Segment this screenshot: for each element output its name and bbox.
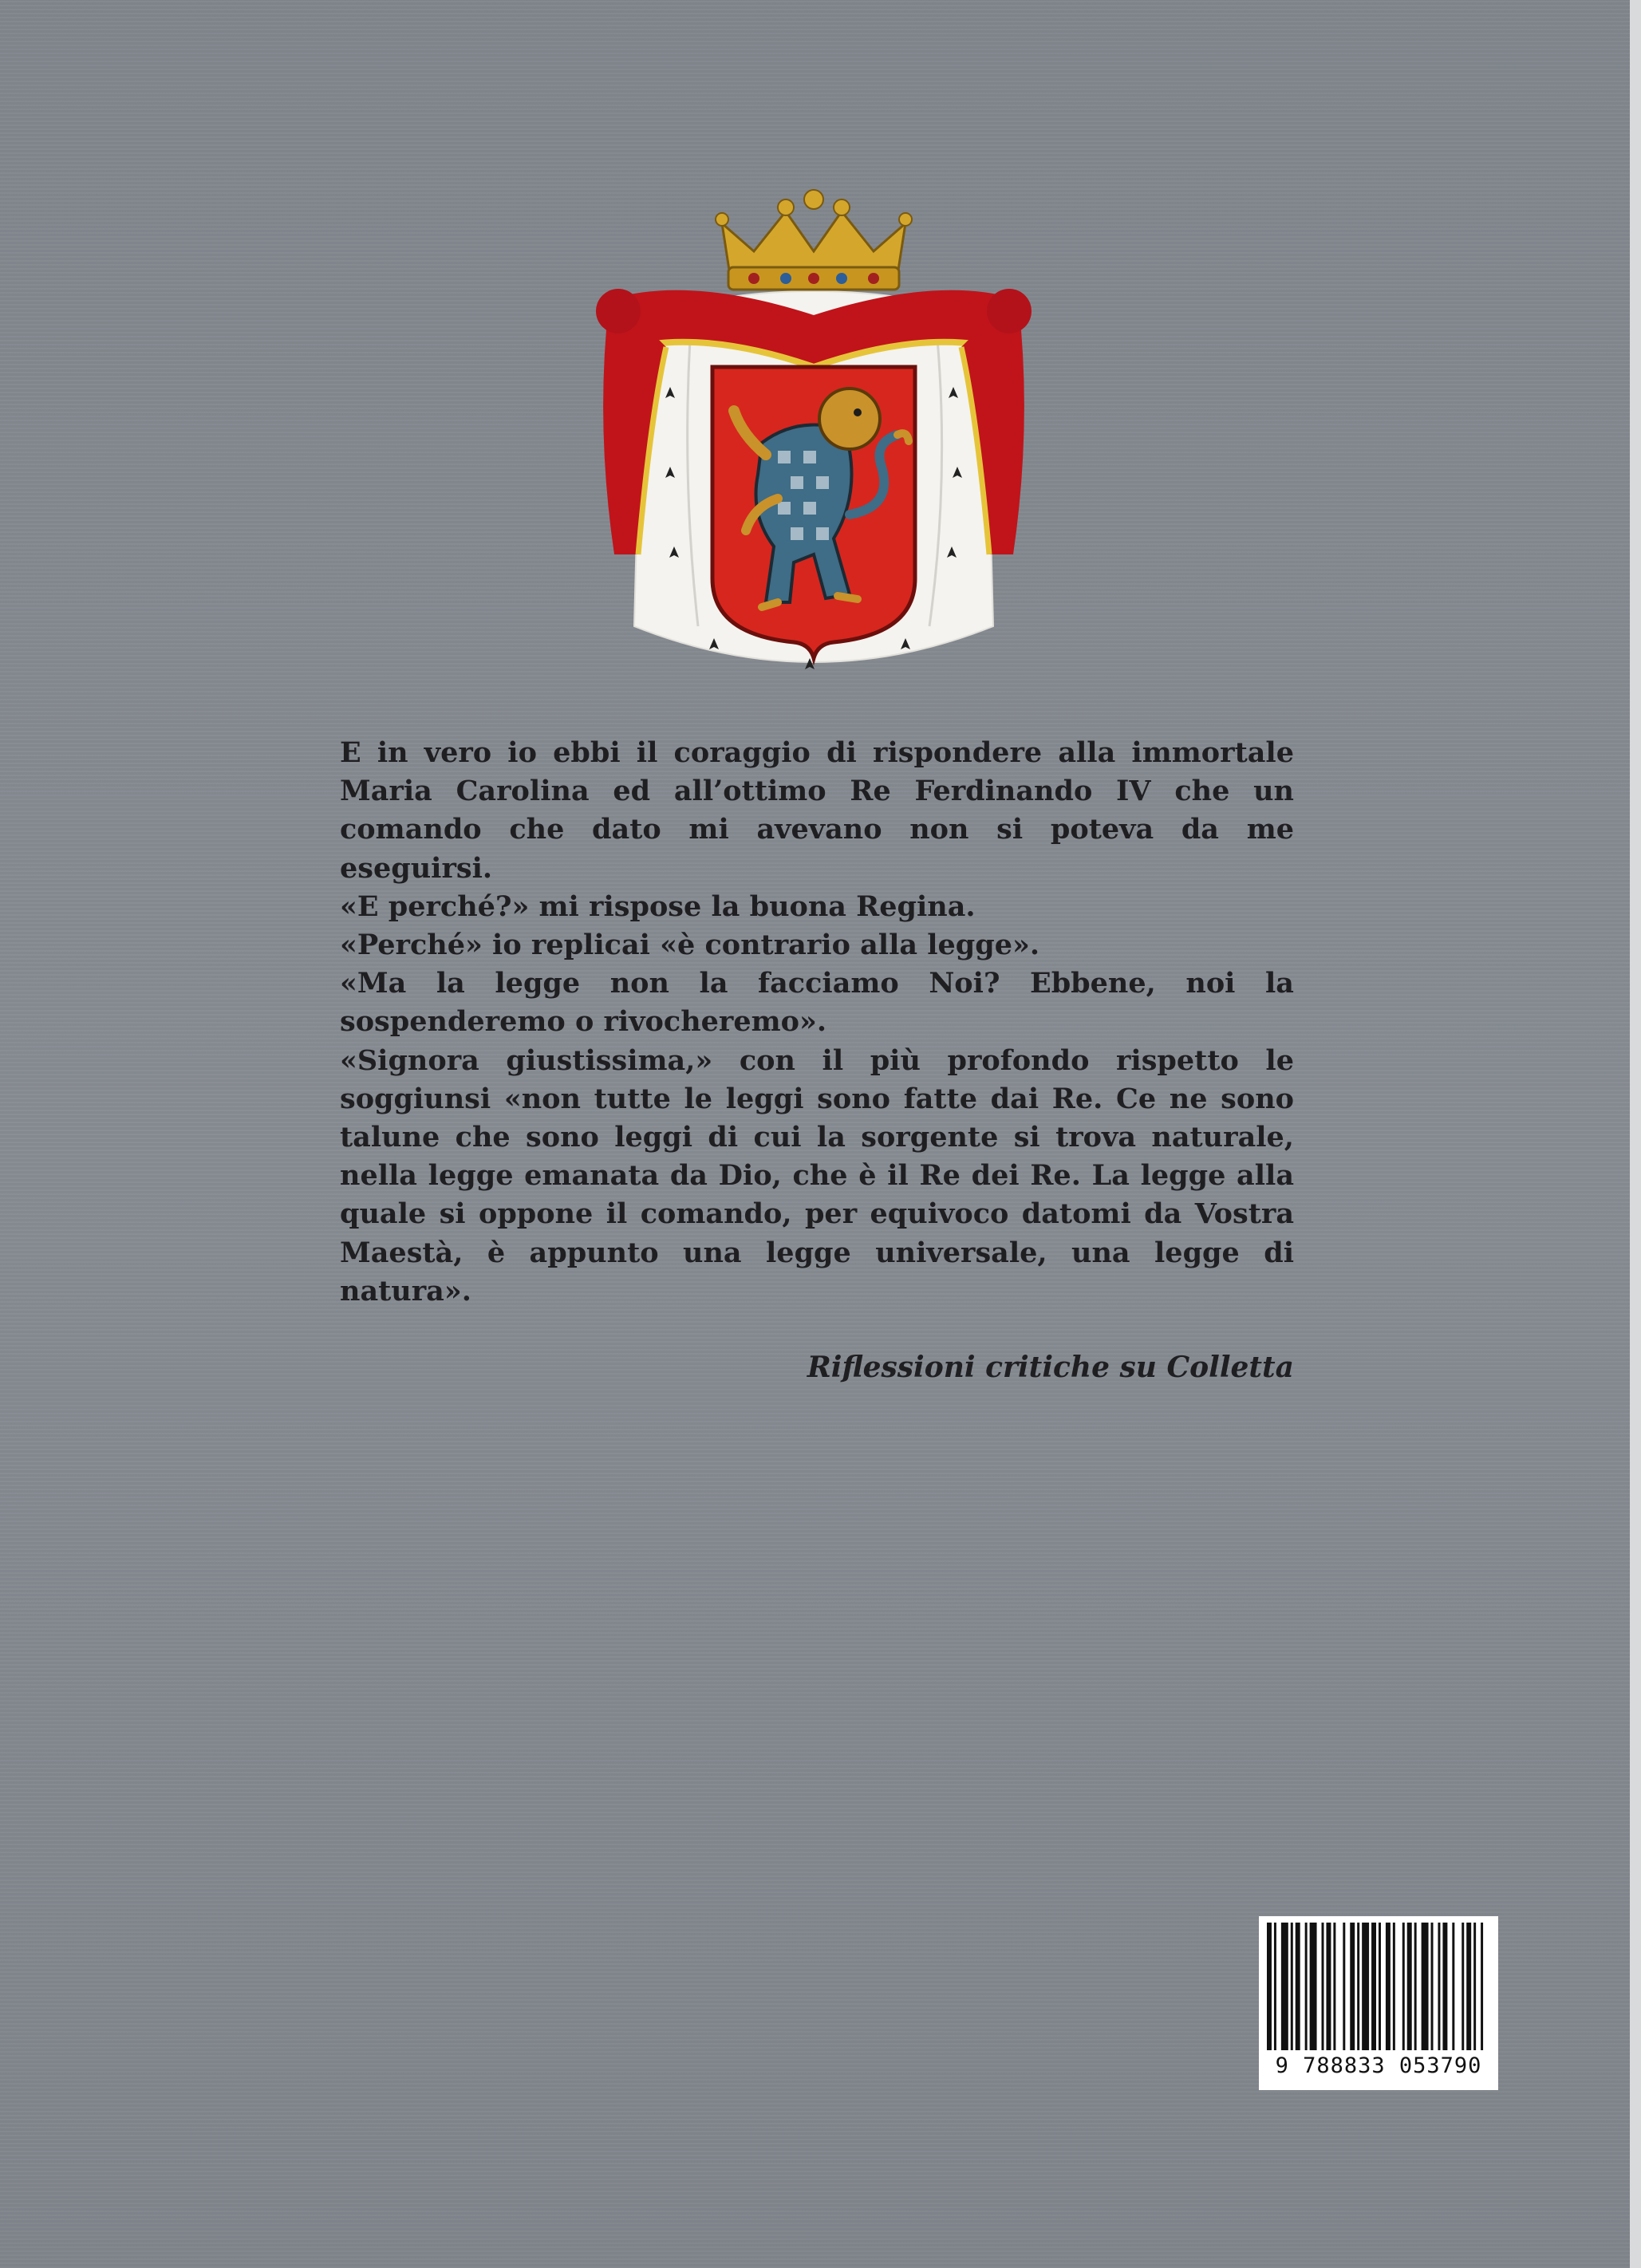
crown-icon xyxy=(716,190,912,290)
barcode-bar xyxy=(1422,1923,1429,2050)
barcode-bar xyxy=(1281,1923,1288,2050)
quote-paragraph: E in vero io ebbi il coraggio di rispondere alla immortale Maria Carolina ed all’ottimo Re Ferdinando IV che un comando che dato mi avevano non si poteva da me eseguirsi. xyxy=(340,736,1294,885)
quote-attribution: Riflessioni critiche su Colletta xyxy=(807,1351,1294,1384)
barcode-bar xyxy=(1362,1923,1369,2050)
quote-paragraph: «Ma la legge non la facciamo Noi? Ebbene, noi la sospenderemo o rivocheremo». xyxy=(340,967,1294,1039)
barcode-bar xyxy=(1452,1923,1454,2050)
barcode-bar xyxy=(1322,1923,1324,2050)
barcode-bar xyxy=(1438,1923,1440,2050)
barcode-bar xyxy=(1296,1923,1300,2050)
barcode-bar xyxy=(1350,1923,1355,2050)
barcode-bar xyxy=(1462,1923,1464,2050)
quote-paragraph: «Signora giustissima,» con il più profondo rispetto le soggiunsi «non tutte le leggi sono fatte dai Re. Ce ne sono talune che sono leggi di cui la sorgente si trova naturale, nella legge emanata da Dio, che è il Re dei Re. La legge alla quale si oppone il comando, per equivoco datomi da Vostra Maestà, è appunto una legge universale, una legge di natura». xyxy=(340,1043,1294,1308)
coat-of-arms-icon xyxy=(594,179,1033,690)
barcode-bar xyxy=(1442,1923,1447,2050)
quote-paragraph: «E perché?» mi rispose la buona Regina. xyxy=(340,889,976,923)
quote-paragraph: «Perché» io replicai «è contrario alla legge». xyxy=(340,929,1040,962)
barcode-bar xyxy=(1473,1923,1476,2050)
barcode-bar xyxy=(1481,1923,1483,2050)
barcode-bar xyxy=(1326,1923,1331,2050)
barcode-bar xyxy=(1466,1923,1471,2050)
barcode-bar xyxy=(1431,1923,1434,2050)
barcode-bar xyxy=(1274,1923,1276,2050)
barcode-bar xyxy=(1343,1923,1345,2050)
barcode-bar xyxy=(1414,1923,1417,2050)
barcode-bar xyxy=(1291,1923,1293,2050)
barcode xyxy=(1259,1916,1498,2090)
barcode-bar xyxy=(1386,1923,1391,2050)
barcode-bar xyxy=(1305,1923,1308,2050)
barcode-bar xyxy=(1379,1923,1381,2050)
barcode-number: 9 788833 053790 xyxy=(1275,2053,1482,2078)
cover-edge xyxy=(1630,0,1641,2268)
barcode-bar xyxy=(1407,1923,1412,2050)
barcode-bar xyxy=(1267,1923,1272,2050)
barcode-bar xyxy=(1357,1923,1359,2050)
barcode-bars xyxy=(1267,1923,1490,2050)
quote-block xyxy=(340,734,1294,1311)
barcode-bar xyxy=(1371,1923,1376,2050)
barcode-bar xyxy=(1310,1923,1317,2050)
barcode-bar xyxy=(1393,1923,1395,2050)
barcode-bar xyxy=(1333,1923,1335,2050)
barcode-bar xyxy=(1402,1923,1405,2050)
